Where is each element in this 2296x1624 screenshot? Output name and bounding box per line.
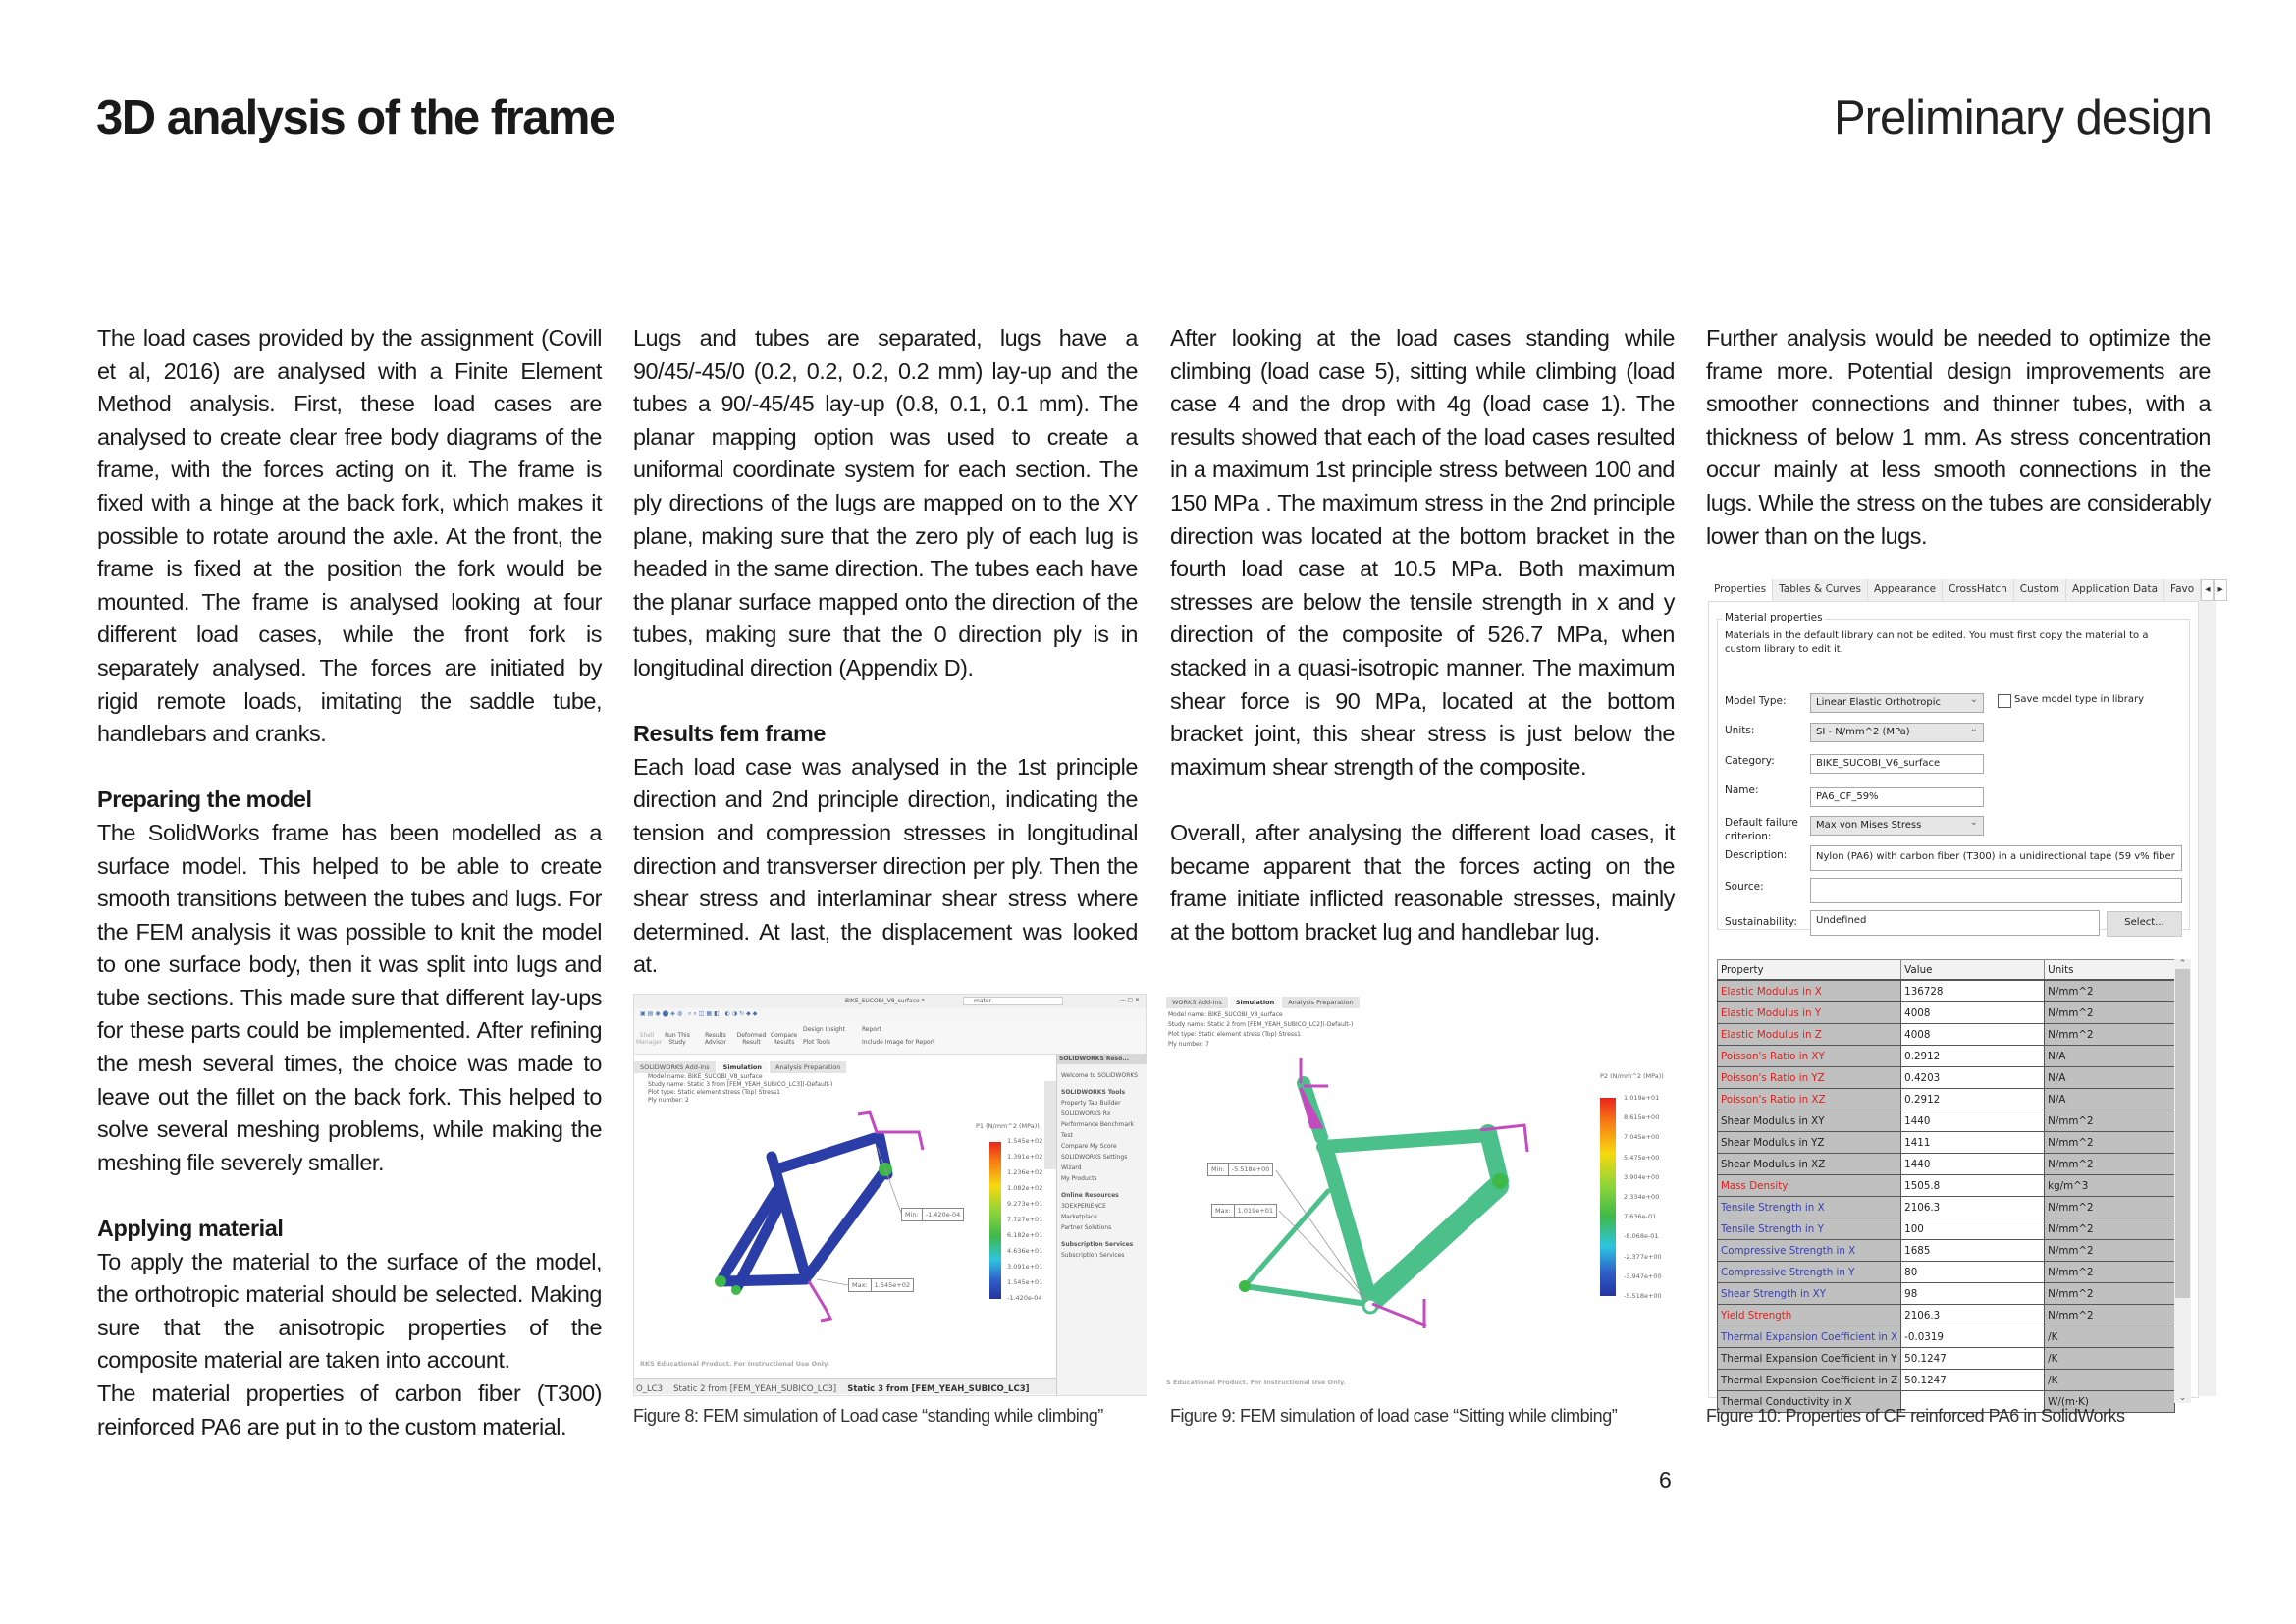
source-label: Source: (1725, 881, 1764, 893)
cell-units: N/mm^2 (2045, 1240, 2175, 1262)
cell-property: Poisson's Ratio in XY (1718, 1046, 1901, 1067)
figure-8-screenshot (633, 994, 1147, 1396)
cell-property: Elastic Modulus in Y (1718, 1002, 1901, 1024)
table-scrollbar[interactable] (2174, 959, 2191, 1403)
min-marker (1207, 1163, 1273, 1176)
paragraph: The load cases provided by the assignment (Covill et al, 2016) are analysed with a Finite Element Method analysis. First, these load cases are analysed to create clear free body diagrams of the frame, with the forces acting on it. The frame is fixed with a hinge at the back fork, which makes it possible to rotate around the axle. At the front, the frame is fixed at the position the fork would be mounted. The frame is analysed looking at four different load cases, while the front fork is separately analysed. The forces are initiated by rigid remote loads, imitating the saddle tube, handlebars and cranks. (97, 325, 602, 747)
ribbon-report[interactable]: Report (862, 1026, 881, 1033)
cell-value[interactable]: 4008 (1901, 1024, 2045, 1046)
cell-property: Shear Modulus in XZ (1718, 1154, 1901, 1175)
cell-property: Poisson's Ratio in YZ (1718, 1067, 1901, 1089)
study-name: Study name: Static 3 from [FEM_YEAH_SUBICO_LC3](-Default-) (648, 1081, 833, 1088)
cell-value[interactable]: 0.2912 (1901, 1046, 2045, 1067)
column-header-value[interactable]: Value (1901, 960, 2045, 981)
cell-property: Thermal Conductivity in X (1718, 1391, 1901, 1413)
legend-value: 3.091e+01 (1007, 1263, 1043, 1271)
study-tabs (634, 1378, 1056, 1394)
cell-value[interactable]: 1440 (1901, 1110, 2045, 1132)
tab-scroll-right[interactable]: ▸ (2214, 579, 2226, 601)
description-field[interactable]: Nylon (PA6) with carbon fiber (T300) in a unidirectional tape (59 v% fiber (1810, 845, 2182, 871)
ply-number: Ply number: 7 (1168, 1041, 1209, 1048)
cell-value[interactable]: 80 (1901, 1262, 2045, 1283)
toolbar-icons[interactable]: ▣▤◉⬤◈◍ ⌕⌕◫▦◧ ◐◑↻◆◆ (640, 1010, 760, 1017)
tab-properties[interactable]: Properties (1708, 579, 1773, 601)
table-row[interactable] (1718, 1262, 2175, 1283)
watermark: RKS Educational Product. For Instructional Use Only. (640, 1360, 830, 1368)
cell-units: N/mm^2 (2045, 1305, 2175, 1326)
table-row[interactable] (1718, 1218, 2175, 1240)
table-row[interactable] (1718, 1305, 2175, 1326)
legend-value: 6.182e+01 (1007, 1231, 1043, 1239)
figure-9-screenshot (1166, 990, 1675, 1394)
cell-units: N/mm^2 (2045, 1262, 2175, 1283)
units-select[interactable]: SI - N/mm^2 (MPa) ⌄ (1810, 723, 1984, 742)
paragraph: Lugs and tubes are separated, lugs have a 90/45/-45/0 (0.2, 0.2, 0.2, 0.2 mm) lay-up and the tubes a 90/-45/45 lay-up (0.8, 0.1, 0.1 mm). The planar mapping option was used to create a uniformal coordinate system for each section. The ply directions of the lugs are mapped on to the XY plane, making sure that the zero ply of each lug is headed in the same direction. The tubes each have the planar surface mapped onto the direction of the tubes, making sure that the 0 direction ply is in longitudinal direction (Appendix D). (633, 325, 1138, 680)
pane-link[interactable]: Subscription Services (1061, 1252, 1125, 1259)
figure-9-caption: Figure 9: FEM simulation of load case “Sitting while climbing” (1170, 1406, 1618, 1426)
study-tab[interactable]: Static 2 from [FEM_YEAH_SUBICO_LC3] (673, 1384, 837, 1394)
pane-link[interactable]: Property Tab Builder (1061, 1100, 1121, 1107)
cell-property: Compressive Strength in Y (1718, 1262, 1901, 1283)
tab-favorites[interactable]: Favo (2164, 579, 2201, 601)
cell-units: N/A (2045, 1046, 2175, 1067)
pane-link[interactable]: Partner Solutions (1061, 1224, 1112, 1231)
cell-value[interactable]: 1685 (1901, 1240, 2045, 1262)
cell-units: N/mm^2 (2045, 1283, 2175, 1305)
cell-property: Shear Modulus in XY (1718, 1110, 1901, 1132)
legend-value: 9.273e+01 (1007, 1200, 1043, 1208)
category-field[interactable]: BIKE_SUCOBI_V6_surface (1810, 754, 1984, 774)
column-3 (1170, 322, 1675, 948)
ribbon-shell-manager[interactable]: Shell Manager (636, 1032, 663, 1046)
table-row[interactable] (1718, 1110, 2175, 1132)
window-controls[interactable]: — ▢ ✕ (1119, 997, 1140, 1003)
name-label: Name: (1725, 785, 1759, 796)
paragraph: Each load case was analysed in the 1st principle direction and 2nd principle direction, indicating the tension and compression stresses in longitudinal direction and transverser direction per ply. Then the shear stress and interlaminar shear stress where determined. At last, the displacement was looked at. (633, 753, 1138, 978)
page-number: 6 (1659, 1467, 1672, 1492)
task-pane-tabs[interactable] (1044, 1081, 1056, 1169)
min-value: -5.518e+00 (1228, 1164, 1273, 1175)
legend-value: 1.545e+02 (1007, 1137, 1043, 1145)
table-row[interactable] (1718, 1046, 2175, 1067)
table-row[interactable] (1718, 1240, 2175, 1262)
tab-appearance[interactable]: Appearance (1868, 579, 1943, 601)
scroll-thumb[interactable] (2175, 969, 2190, 1298)
save-model-type-checkbox[interactable] (1998, 694, 2011, 708)
cell-units: N/mm^2 (2045, 980, 2175, 1002)
cell-units: N/mm^2 (2045, 1218, 2175, 1240)
section-title: Preliminary design (1833, 91, 2212, 144)
paragraph: Overall, after analysing the different load cases, it became apparent that the forces acting on the frame initiate inflicted reasonable stresses, mainly at the bottom bracket lug and handlebar lug. (1170, 819, 1675, 945)
cell-property: Tensile Strength in X (1718, 1197, 1901, 1218)
paragraph: After looking at the load cases standing while climbing (load case 5), sitting while climbing (load case 4 and the drop with 4g (load case 1). The results showed that each of the load cases resulted in a maximum 1st principle stress between 100 and 150 MPa . The maximum stress in the 2nd principle direction was located at the bottom bracket in the fourth load case at 10.5 MPa. Both maximum stresses are below the tensile strength in x and y direction of the composite of 526.7 MPa, when stacked in a quasi-isotropic manner. The maximum shear force is 90 MPa, located at the bottom bracket joint, this shear stress is just below the maximum shear strength of the composite. (1170, 325, 1675, 780)
model-type-select[interactable]: Linear Elastic Orthotropic ⌄ (1810, 693, 1984, 713)
table-row[interactable] (1718, 980, 2175, 1002)
pane-section-header[interactable]: Subscription Services (1061, 1241, 1134, 1248)
ribbon-include-image[interactable]: Include Image for Report (862, 1039, 935, 1046)
table-row[interactable] (1718, 1154, 2175, 1175)
properties-table (1717, 959, 2175, 1413)
column-2 (633, 322, 1138, 982)
cell-property: Shear Modulus in YZ (1718, 1132, 1901, 1154)
table-row[interactable] (1718, 1370, 2175, 1391)
legend-value: 5.475e+00 (1624, 1153, 1660, 1162)
legend-value: 7.045e+00 (1624, 1133, 1660, 1142)
cell-value[interactable]: 1411 (1901, 1132, 2045, 1154)
legend-value: 4.636e+01 (1007, 1247, 1043, 1255)
max-label: Max: (1215, 1207, 1231, 1215)
table-row[interactable] (1718, 1089, 2175, 1110)
tab-addins[interactable]: SOLIDWORKS Add-Ins (634, 1061, 716, 1073)
legend-value: 7.636e-01 (1624, 1213, 1657, 1221)
cell-units: W/(m·K) (2045, 1391, 2175, 1413)
description-label: Description: (1725, 849, 1788, 861)
select-button[interactable]: Select... (2107, 911, 2182, 937)
cell-value[interactable]: -0.0319 (1901, 1326, 2045, 1348)
model-type-label: Model Type: (1725, 695, 1787, 707)
legend-value: -3.947e+00 (1624, 1272, 1662, 1280)
table-row[interactable] (1718, 1197, 2175, 1218)
cell-units: /K (2045, 1370, 2175, 1391)
cell-units: N/mm^2 (2045, 1132, 2175, 1154)
heading-preparing-model: Preparing the model (97, 786, 312, 813)
legend-value: 1.236e+02 (1007, 1168, 1043, 1176)
scroll-up-icon[interactable]: ⌃ (2178, 959, 2187, 969)
study-tab[interactable]: O_LC3 (636, 1384, 664, 1394)
min-label: Min: (1211, 1165, 1225, 1173)
tab-analysis-preparation[interactable]: Analysis Preparation (1282, 997, 1359, 1008)
cell-value[interactable]: 0.2912 (1901, 1089, 2045, 1110)
study-name: Study name: Static 2 from [FEM_YEAH_SUBICO_LC2](-Default-) (1168, 1021, 1354, 1028)
save-model-type-label: Save model type in library (2014, 694, 2145, 705)
paragraph: The material properties of carbon fiber (T300) reinforced PA6 are put in to the custom material. (97, 1380, 602, 1439)
legend-value: 2.334e+00 (1624, 1193, 1660, 1201)
group-title: Material properties (1725, 612, 1823, 623)
table-row[interactable] (1718, 1132, 2175, 1154)
legend-title: P2 (N/mm^2 (MPa)) (1600, 1072, 1664, 1080)
cell-units: N/A (2045, 1067, 2175, 1089)
max-value: 1.019e+01 (1234, 1205, 1276, 1217)
ribbon-run-study[interactable]: Run This Study (665, 1032, 690, 1046)
cell-value[interactable]: 50.1247 (1901, 1348, 2045, 1370)
failure-criterion-label: Default failure criterion: (1725, 817, 1798, 842)
document-title: BIKE_SUCOBI_V8_surface * (845, 998, 925, 1004)
ribbon-results-advisor[interactable]: Results Advisor (704, 1032, 727, 1046)
table-row[interactable] (1718, 1326, 2175, 1348)
pane-link[interactable]: Compare My Score (1061, 1143, 1117, 1150)
pane-link[interactable]: 3DEXPERIENCE Marketplace (1061, 1203, 1106, 1220)
paragraph: The SolidWorks frame has been modelled as a surface model. This helped to be able to create smooth transitions between the tubes and lugs. For the FEM analysis it was possible to knit the model to one surface body, then it was split into lugs and tube sections. This made sure that different lay-ups for these parts could be implemented. After refining the mesh several times, the choice was made to leave out the fillet on the back fork. This helped to solve several meshing problems, while making the meshing file severely smaller. (97, 819, 602, 1175)
pane-section-header[interactable]: Online Resources (1061, 1192, 1119, 1199)
ribbon-compare-results[interactable]: Compare Results (770, 1032, 798, 1046)
plot-type: Plot type: Static element stress (Top) Stress1 (1168, 1031, 1301, 1038)
pane-section-header[interactable]: SOLIDWORKS Tools (1061, 1089, 1126, 1096)
tab-simulation[interactable]: Simulation (718, 1061, 768, 1073)
legend-value: 7.727e+01 (1007, 1216, 1043, 1223)
legend-value: -1.420e-04 (1007, 1294, 1042, 1302)
pane-link[interactable]: SOLIDWORKS Settings Wizard (1061, 1154, 1128, 1171)
page-title: 3D analysis of the frame (96, 91, 614, 144)
table-row[interactable] (1718, 1067, 2175, 1089)
resources-pane (1056, 1054, 1147, 1395)
frame-stress-plot (1166, 990, 1675, 1394)
ribbon-plot-tools[interactable]: Plot Tools (803, 1039, 830, 1046)
legend-value: -8.068e-01 (1624, 1232, 1659, 1241)
tab-analysis-preparation[interactable]: Analysis Preparation (770, 1061, 846, 1073)
legend-value: 1.391e+02 (1007, 1153, 1043, 1161)
legend-value: 1.545e+01 (1007, 1278, 1043, 1286)
cell-value[interactable]: 50.1247 (1901, 1370, 2045, 1391)
heading-applying-material: Applying material (97, 1216, 284, 1242)
column-4 (1706, 322, 2211, 553)
cell-units: N/A (2045, 1089, 2175, 1110)
figure-10-caption: Figure 10: Properties of CF reinforced PA6 in SolidWorks (1706, 1406, 2125, 1426)
plot-type: Plot type: Static element stress (Top) Stress1 (648, 1089, 780, 1096)
legend-value: 1.019e+01 (1624, 1094, 1660, 1102)
source-field[interactable] (1810, 878, 2182, 903)
color-bar (1600, 1098, 1616, 1296)
cell-units: /K (2045, 1326, 2175, 1348)
cell-property: Thermal Expansion Coefficient in Y (1718, 1348, 1901, 1370)
min-label: Min: (905, 1211, 919, 1218)
cell-property: Compressive Strength in X (1718, 1240, 1901, 1262)
properties-panel (1708, 601, 2199, 1408)
legend-title: P1 (N/mm^2 (MPa)) (976, 1122, 1040, 1130)
cell-value[interactable]: 98 (1901, 1283, 2045, 1305)
table-row[interactable] (1718, 1175, 2175, 1197)
legend-value: 3.904e+00 (1624, 1172, 1660, 1181)
cell-units: N/mm^2 (2045, 1024, 2175, 1046)
cell-property: Shear Strength in XY (1718, 1283, 1901, 1305)
tab-scroll-left[interactable]: ◂ (2201, 579, 2214, 601)
tab-custom[interactable]: Custom (2014, 579, 2066, 601)
color-bar (989, 1142, 1001, 1299)
max-marker (1211, 1204, 1277, 1218)
paragraph: To apply the material to the surface of the model, the orthotropic material should be selected. Making sure that the anisotropic properties of the composite material are taken into account. (97, 1248, 602, 1374)
scroll-down-icon[interactable]: ⌄ (2178, 1393, 2187, 1403)
ply-number: Ply number: 2 (648, 1097, 689, 1104)
failure-criterion-select[interactable]: Max von Mises Stress ⌄ (1810, 816, 1984, 836)
cell-property: Elastic Modulus in Z (1718, 1024, 1901, 1046)
table-row[interactable] (1718, 1024, 2175, 1046)
column-header-property[interactable]: Property (1718, 960, 1901, 981)
cell-value[interactable]: 136728 (1901, 980, 2045, 1002)
ribbon-deformed-result[interactable]: Deformed Result (736, 1032, 767, 1046)
column-1 (97, 322, 602, 1443)
library-note: Materials in the default library can not be edited. You must first copy the material to a custom library to edit it. (1725, 630, 2149, 655)
tab-simulation[interactable]: Simulation (1230, 997, 1280, 1008)
cell-property: Elastic Modulus in X (1718, 980, 1901, 1002)
cell-value[interactable]: 2106.3 (1901, 1305, 2045, 1326)
max-marker (848, 1278, 914, 1292)
tab-application-data[interactable]: Application Data (2066, 579, 2164, 601)
table-row[interactable] (1718, 1348, 2175, 1370)
pane-title: SOLIDWORKS Reso... (1057, 1054, 1147, 1064)
cell-units: kg/m^3 (2045, 1175, 2175, 1197)
model-name: Model name: BIKE_SUCOBI_V8_surface (648, 1073, 763, 1080)
search-input[interactable]: mater (963, 997, 1063, 1005)
pane-link[interactable]: SOLIDWORKS Rx (1061, 1110, 1111, 1117)
table-row[interactable] (1718, 1002, 2175, 1024)
max-label: Max: (852, 1281, 868, 1289)
cell-value[interactable]: 4008 (1901, 1002, 2045, 1024)
ribbon-design-insight[interactable]: Design Insight (803, 1026, 845, 1033)
cell-units: /K (2045, 1348, 2175, 1370)
heading-results: Results fem frame (633, 721, 826, 747)
dialog-tabs (1708, 579, 2223, 601)
cell-property: Poisson's Ratio in XZ (1718, 1089, 1901, 1110)
cell-value[interactable]: 2106.3 (1901, 1197, 2045, 1218)
cell-value[interactable]: 100 (1901, 1218, 2045, 1240)
cell-property: Thermal Expansion Coefficient in Z (1718, 1370, 1901, 1391)
cell-units: N/mm^2 (2045, 1110, 2175, 1132)
min-value: -1.420e-04 (922, 1209, 964, 1220)
legend-value: 1.082e+02 (1007, 1184, 1043, 1192)
tab-addins[interactable]: WORKS Add-Ins (1166, 997, 1228, 1008)
cell-value[interactable]: 0.4203 (1901, 1067, 2045, 1089)
name-field[interactable]: PA6_CF_59% (1810, 787, 1984, 807)
cell-property: Yield Strength (1718, 1305, 1901, 1326)
model-name: Model name: BIKE_SUCOBI_V8_surface (1168, 1011, 1283, 1018)
cell-units: N/mm^2 (2045, 1002, 2175, 1024)
tab-tables-curves[interactable]: Tables & Curves (1773, 579, 1868, 601)
legend-value: -5.518e+00 (1624, 1292, 1662, 1300)
legend-value: -2.377e+00 (1624, 1252, 1662, 1261)
units-label: Units: (1725, 725, 1755, 736)
sustainability-label: Sustainability: (1725, 916, 1797, 928)
table-row[interactable] (1718, 1283, 2175, 1305)
cell-property: Mass Density (1718, 1175, 1901, 1197)
cell-value[interactable]: 1505.8 (1901, 1175, 2045, 1197)
max-value: 1.545e+02 (871, 1279, 913, 1291)
legend-value: 8.615e+00 (1624, 1113, 1660, 1122)
category-label: Category: (1725, 755, 1775, 767)
pane-link[interactable]: My Products (1061, 1175, 1097, 1182)
cell-units: N/mm^2 (2045, 1154, 2175, 1175)
tab-crosshatch[interactable]: CrossHatch (1943, 579, 2014, 601)
study-tab-active[interactable]: Static 3 from [FEM_YEAH_SUBICO_LC3] (847, 1384, 1030, 1394)
watermark: S Educational Product. For Instructional Use Only. (1166, 1379, 1347, 1386)
paragraph: Further analysis would be needed to optimize the frame more. Potential design improvements are smoother connections and thinner tubes, with a thickness of below 1 mm. As stress concentration occur mainly at less smooth connections in the lugs. While the stress on the tubes are considerably lower than on the lugs. (1706, 325, 2211, 549)
pane-link[interactable]: Performance Benchmark Test (1061, 1121, 1135, 1139)
cell-property: Tensile Strength in Y (1718, 1218, 1901, 1240)
cell-value[interactable]: 1440 (1901, 1154, 2045, 1175)
figure-8-caption: Figure 8: FEM simulation of Load case “standing while climbing” (633, 1406, 1103, 1426)
pane-link[interactable]: Welcome to SOLIDWORKS (1061, 1072, 1139, 1079)
cell-property: Thermal Expansion Coefficient in X (1718, 1326, 1901, 1348)
sustainability-field[interactable]: Undefined (1810, 910, 2100, 936)
column-header-units[interactable]: Units (2045, 960, 2175, 981)
min-marker (901, 1208, 964, 1221)
material-properties-dialog (1708, 579, 2223, 1408)
cell-units: N/mm^2 (2045, 1197, 2175, 1218)
